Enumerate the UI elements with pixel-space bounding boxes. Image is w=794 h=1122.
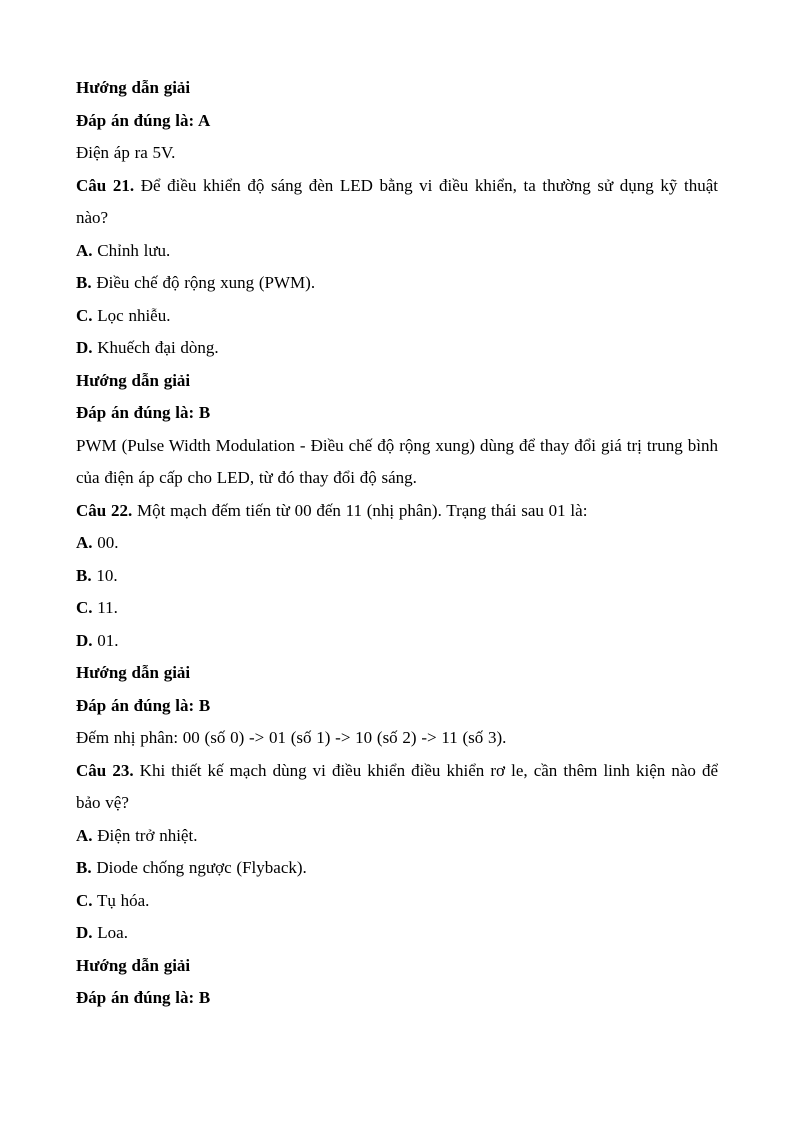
document-body <box>76 72 718 1015</box>
paragraph-line <box>76 332 718 365</box>
paragraph-line <box>76 885 718 918</box>
paragraph-line <box>76 300 718 333</box>
paragraph-line <box>76 527 718 560</box>
paragraph-regular-text: Khi thiết kế mạch dùng vi điều khiển điều khiển rơ le, cần thêm linh kiện nào để bảo vệ? <box>76 760 719 812</box>
paragraph-regular-text: Diode chống ngược (Flyback). <box>91 858 307 877</box>
paragraph-regular-text: Điện áp ra 5V. <box>76 143 176 162</box>
paragraph-regular-text: Tụ hóa. <box>92 890 150 910</box>
paragraph-bold-text: Hướng dẫn giải <box>76 78 191 97</box>
paragraph-bold-text: A. <box>76 533 93 552</box>
paragraph-regular-text: Khuếch đại dòng. <box>92 338 219 357</box>
paragraph-bold-text: C. <box>76 598 93 617</box>
paragraph-regular-text: 00. <box>92 533 119 552</box>
paragraph-bold-text: Câu 23. <box>76 760 134 780</box>
paragraph-line <box>76 820 718 853</box>
paragraph-regular-text: Loa. <box>92 923 128 942</box>
heading-line <box>76 690 718 723</box>
paragraph-regular-text: Chỉnh lưu. <box>92 240 171 260</box>
paragraph-line <box>76 625 718 658</box>
paragraph-bold-text: Câu 22. <box>76 500 133 520</box>
heading-line <box>76 950 718 983</box>
paragraph-bold-text: B. <box>76 565 92 585</box>
paragraph-bold-text: Đáp án đúng là: B <box>76 988 211 1007</box>
paragraph-regular-text: Điều chế độ rộng xung (PWM). <box>91 273 316 292</box>
heading-line <box>76 982 718 1015</box>
heading-line <box>76 105 718 138</box>
paragraph-line <box>76 430 718 495</box>
heading-line <box>76 72 718 105</box>
paragraph-regular-text: 11. <box>92 598 118 617</box>
paragraph-line <box>76 137 718 170</box>
paragraph-regular-text: Một mạch đếm tiến từ 00 đến 11 (nhị phân). Trạng thái sau 01 là: <box>132 500 588 520</box>
paragraph-bold-text: A. <box>76 825 93 845</box>
paragraph-bold-text: Hướng dẫn giải <box>76 955 191 975</box>
paragraph-line <box>76 852 718 885</box>
heading-line <box>76 397 718 430</box>
paragraph-bold-text: A. <box>76 240 93 260</box>
paragraph-bold-text: B. <box>76 273 92 292</box>
paragraph-bold-text: Đáp án đúng là: A <box>76 110 211 130</box>
paragraph-bold-text: Hướng dẫn giải <box>76 663 191 682</box>
heading-line <box>76 365 718 398</box>
paragraph-regular-text: Lọc nhiễu. <box>92 305 171 325</box>
paragraph-regular-text: PWM (Pulse Width Modulation - Điều chế độ rộng xung) dùng để thay đổi giá trị trung bình của điện áp cấp cho LED, từ đó thay đổi độ sáng. <box>76 435 718 487</box>
paragraph-regular-text: Đếm nhị phân: 00 (số 0) -> 01 (số 1) -> 10 (số 2) -> 11 (số 3). <box>76 728 507 747</box>
paragraph-bold-text: D. <box>76 923 93 942</box>
paragraph-bold-text: Đáp án đúng là: B <box>76 695 211 715</box>
paragraph-bold-text: B. <box>76 858 92 877</box>
paragraph-line <box>76 495 718 528</box>
paragraph-line <box>76 592 718 625</box>
paragraph-line <box>76 722 718 755</box>
paragraph-line <box>76 170 718 235</box>
paragraph-regular-text: 10. <box>91 565 118 585</box>
paragraph-line <box>76 267 718 300</box>
heading-line <box>76 657 718 690</box>
paragraph-regular-text: Để điều khiển độ sáng đèn LED bằng vi điều khiển, ta thường sử dụng kỹ thuật nào? <box>76 175 719 227</box>
paragraph-line <box>76 755 718 820</box>
paragraph-bold-text: C. <box>76 305 93 325</box>
paragraph-bold-text: C. <box>76 890 93 910</box>
paragraph-line <box>76 560 718 593</box>
paragraph-bold-text: D. <box>76 338 93 357</box>
paragraph-bold-text: Câu 21. <box>76 175 135 195</box>
paragraph-line <box>76 235 718 268</box>
paragraph-bold-text: Hướng dẫn giải <box>76 370 191 390</box>
paragraph-regular-text: Điện trở nhiệt. <box>92 825 198 845</box>
paragraph-bold-text: Đáp án đúng là: B <box>76 403 211 422</box>
paragraph-bold-text: D. <box>76 630 93 650</box>
paragraph-line <box>76 917 718 950</box>
paragraph-regular-text: 01. <box>92 630 119 650</box>
